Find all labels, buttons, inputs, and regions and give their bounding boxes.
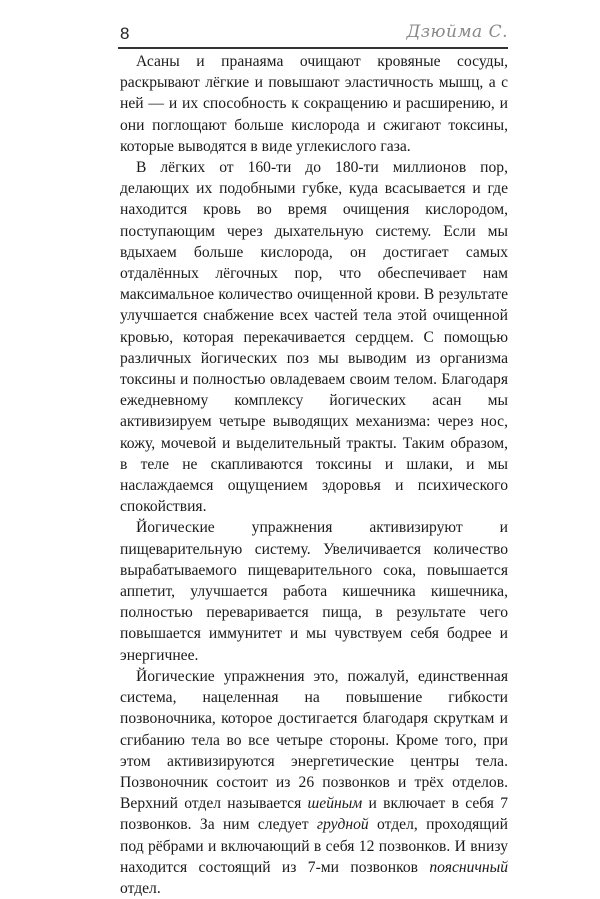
term-cervical: шейным: [307, 795, 363, 813]
term-lumbar: поясничный: [429, 858, 508, 876]
paragraph-4-text: отдел, проходящий под рёбрами и включающий в себя 12 позвонков. И внизу находится состоящий из 7-ми позвонков: [120, 816, 508, 876]
term-thoracic: грудной: [316, 816, 369, 834]
paragraph-1: Асаны и пранаяма очищают кровяные сосуды, раскрывают лёгкие и повышают эластичность мышц, а с ней — и их способность к сокращению и расширению, и они поглощают больше кислорода и сжигают токсины, которые выводятся в виде углекислого газа.: [120, 53, 508, 155]
page-header: [118, 20, 508, 50]
header-rule: [118, 47, 508, 49]
page-number: 8: [120, 24, 130, 43]
running-head: Дзюйма С.: [406, 22, 508, 42]
paragraph-3: Йогические упражнения активизируют и пищеварительную систему. Увеличивается количество вырабатываемого пищеварительного сока, повышается аппетит, улучшается работа кишечника кишечника, полностью переваривается пища, в результате чего повышается иммунитет и мы чувствуем себя бодрее и энергичнее.: [120, 519, 508, 664]
body-text: [120, 51, 508, 899]
paragraph-4-text: и включает в себя 7 позвонков. За ним следует: [120, 795, 508, 834]
paragraph-2: В лёгких от 160-ти до 180-ти миллионов пор, делающих их подобными губке, куда всасывается и где находится кровь во время очищения кислородом, поступающим через дыхательную систему. Если мы вдыхаем больше кислорода, он достигает самых отдалённых лёгочных пор, что обеспечивает нам максимальное количество очищенной крови. В результате улучшается снабжение всех частей тела этой очищенной кровью, которая перекачивается сердцем. С помощью различных йогических поз мы выводим из организма токсины и полностью овладеваем своим телом. Благодаря ежедневному комплексу йогических асан мы активизируем четыре выводящих механизма: через нос, кожу, мочевой и выделительный тракты. Таким образом, в теле не скапливаются токсины и шлаки, и мы наслаждаемся ощущением здоровья и психического спокойствия.: [120, 159, 508, 516]
paragraph-4: [120, 666, 508, 899]
paragraph-4-text: отдел.: [120, 879, 161, 897]
paragraph-4-text: Йогические упражнения это, пожалуй, единственная система, нацеленная на повышение гибкости позвоночника, которое достигается благодаря скруткам и сгибанию тела во все четыре стороны. Кроме того, при этом активизируются энергетические центры тела. Позвоночник состоит из 26 позвонков и трёх отделов. Верхний отдел называется: [120, 667, 508, 813]
